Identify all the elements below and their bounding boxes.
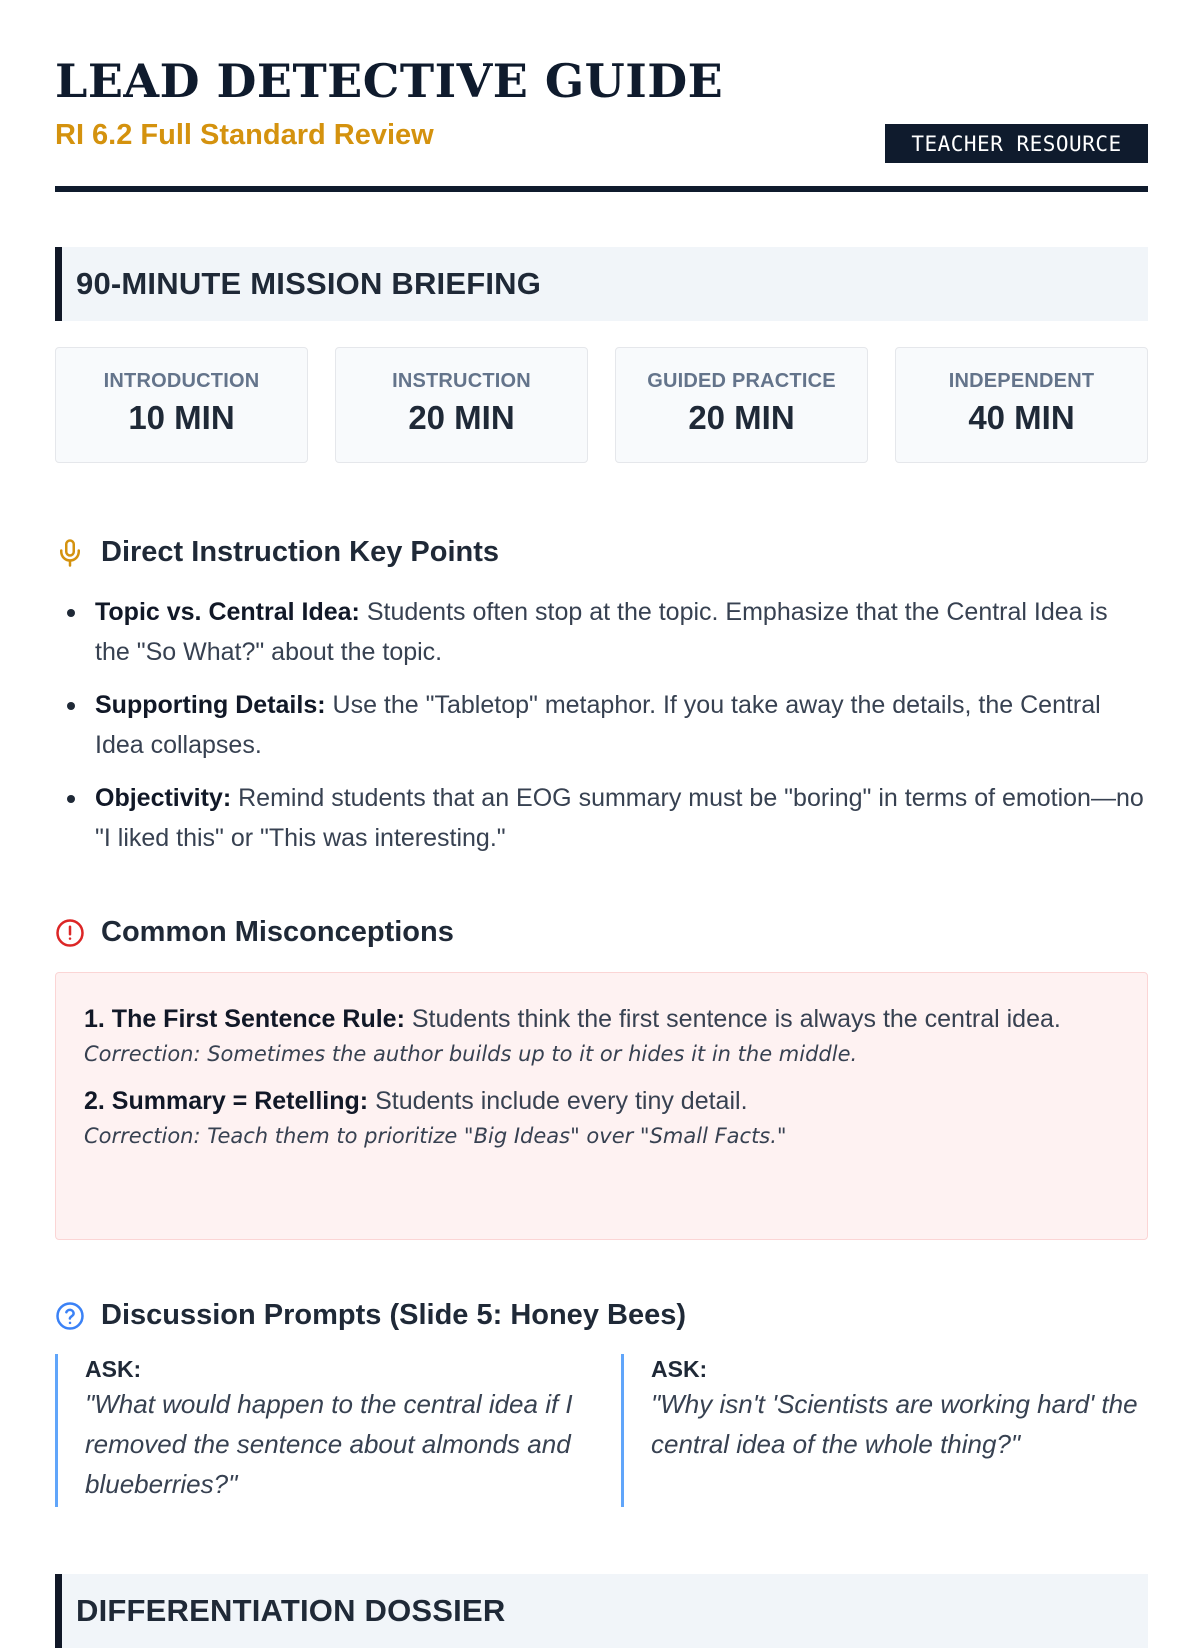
discussion-heading [55,1299,686,1332]
page-subtitle: RI 6.2 Full Standard Review [55,119,434,151]
misconceptions-box [55,972,1148,1240]
key-points-heading-text: Direct Instruction Key Points [101,536,500,568]
item-term: Topic vs. Central Idea: [95,598,360,626]
time-card-guided-practice [615,347,868,463]
misconceptions-heading-text: Common Misconceptions [101,916,454,948]
time-card-label: INDEPENDENT [948,370,1095,392]
time-card-label: INTRODUCTION [103,370,260,392]
item-term: 2. Summary = Retelling: [84,1087,369,1115]
time-blocks [55,347,1148,463]
key-points-heading [55,536,499,569]
misconception-correction: Correction: Sometimes the author builds up to it or hides it in the middle. [84,1042,858,1066]
time-card-introduction [55,347,308,463]
help-circle-icon [55,1301,85,1331]
list-item [55,778,1148,858]
time-card-label: GUIDED PRACTICE [647,370,836,392]
time-card-value: 10 MIN [128,399,235,436]
time-card-value: 20 MIN [408,399,515,436]
item-term: 1. The First Sentence Rule: [84,1005,405,1033]
alert-circle-icon [55,918,85,948]
header-divider [55,186,1148,192]
time-card-value: 40 MIN [968,399,1075,436]
misconception-correction: Correction: Teach them to prioritize "Big Ideas" over "Small Facts." [84,1124,787,1148]
ask-label: ASK: [85,1356,142,1382]
item-text: Remind students that an EOG summary must be "boring" in terms of emotion—no "I liked this" or "This was interesting." [95,784,1144,852]
item-text: Use the "Tabletop" metaphor. If you take away the details, the Central Idea collapses. [95,691,1101,759]
misconception-item [84,1081,1119,1121]
teacher-resource-badge: TEACHER RESOURCE [885,124,1148,163]
time-card-label: INSTRUCTION [392,370,531,392]
discussion-prompt [55,1354,583,1507]
time-card-instruction [335,347,588,463]
list-item [55,592,1148,672]
discussion-prompt [621,1354,1148,1507]
discussion-heading-text: Discussion Prompts (Slide 5: Honey Bees) [101,1299,686,1331]
item-text: Students think the first sentence is always the central idea. [411,1005,1061,1033]
item-term: Supporting Details: [95,691,326,719]
item-term: Objectivity: [95,784,232,812]
time-card-value: 20 MIN [688,399,795,436]
ask-label: ASK: [651,1356,708,1382]
microphone-icon [55,538,85,568]
key-points-list [55,592,1148,871]
list-item [55,685,1148,765]
differentiation-section-header: DIFFERENTIATION DOSSIER [55,1574,1148,1648]
briefing-section-header: 90-MINUTE MISSION BRIEFING [55,247,1148,321]
item-text: Students often stop at the topic. Emphasize that the Central Idea is the "So What?" about the topic. [95,598,1108,666]
item-text: Students include every tiny detail. [375,1087,748,1115]
ask-question: "Why isn't 'Scientists are working hard' the central idea of the whole thing?" [651,1389,1138,1459]
misconception-item [84,999,1119,1039]
time-card-independent [895,347,1148,463]
page-title: LEAD DETECTIVE GUIDE [55,54,724,108]
ask-question: "What would happen to the central idea if I removed the sentence about almonds and blueberries?" [85,1389,573,1499]
misconceptions-heading [55,916,454,949]
